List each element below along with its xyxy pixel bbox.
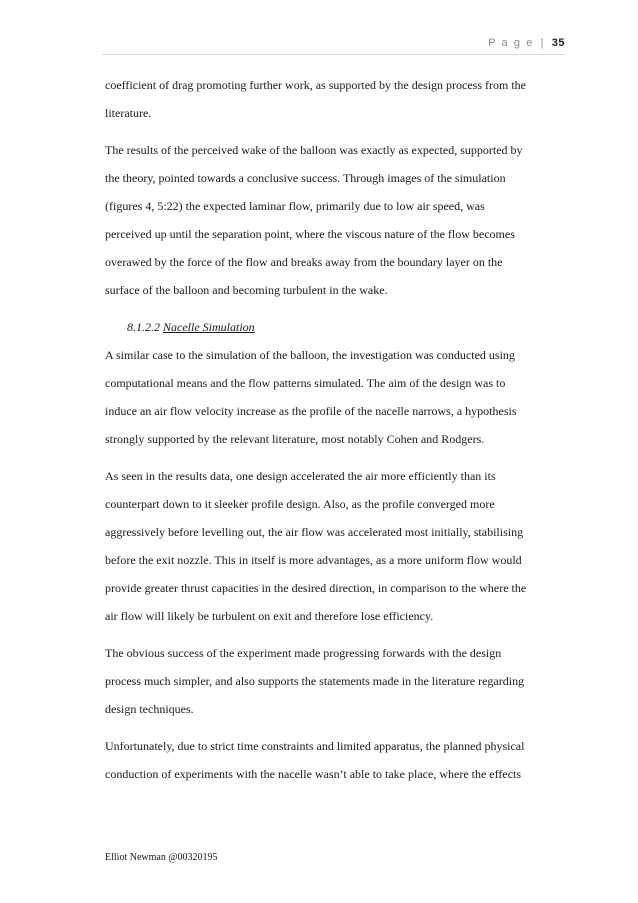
text-line: aggressively before levelling out, the air flow was accelerated most initially, stabilising (105, 525, 524, 539)
text-line: overawed by the force of the flow and breaks away from the boundary layer on the (105, 255, 503, 269)
document-body (105, 71, 567, 788)
paragraph (105, 732, 567, 788)
text-line: A similar case to the simulation of the balloon, the investigation was conducted using (105, 348, 515, 362)
text-line: induce an air flow velocity increase as the profile of the nacelle narrows, a hypothesis (105, 404, 517, 418)
text-line: Unfortunately, due to strict time constraints and limited apparatus, the planned physical (105, 739, 525, 753)
text-line: counterpart down to it sleeker profile design. Also, as the profile converged more (105, 497, 495, 511)
text-line: provide greater thrust capacities in the desired direction, in comparison to the where the (105, 581, 527, 595)
subsection-number: 8.1.2.2 (127, 320, 160, 334)
text-line: The results of the perceived wake of the balloon was exactly as expected, supported by (105, 143, 523, 157)
text-line: surface of the balloon and becoming turbulent in the wake. (105, 283, 388, 297)
text-line: computational means and the flow patterns simulated. The aim of the design was to (105, 376, 506, 390)
text-line: The obvious success of the experiment made progressing forwards with the design (105, 646, 502, 660)
text-line: design techniques. (105, 702, 194, 716)
text-line: conduction of experiments with the nacelle wasn’t able to take place, where the effects (105, 767, 522, 781)
subsection-heading (105, 313, 567, 341)
page-header (102, 36, 565, 55)
text-line: before the exit nozzle. This in itself is more advantages, as a more uniform flow would (105, 553, 522, 567)
text-line: strongly supported by the relevant literature, most notably Cohen and Rodgers. (105, 432, 485, 446)
page-label: P a g e (488, 37, 534, 49)
text-line: As seen in the results data, one design accelerated the air more efficiently than its (105, 469, 496, 483)
footer-author: Elliot Newman @00320195 (105, 852, 218, 863)
page-footer (105, 852, 218, 863)
text-line: literature. (105, 106, 152, 120)
page-number (488, 37, 565, 49)
paragraph (105, 71, 567, 127)
paragraph (105, 639, 567, 723)
text-line: coefficient of drag promoting further work, as supported by the design process from the (105, 78, 526, 92)
text-line: air flow will likely be turbulent on exit and therefore lose efficiency. (105, 609, 434, 623)
page-separator: | (540, 37, 546, 49)
subsection-title: Nacelle Simulation (163, 320, 255, 334)
text-line: the theory, pointed towards a conclusive success. Through images of the simulation (105, 171, 506, 185)
text-line: perceived up until the separation point, where the viscous nature of the flow becomes (105, 227, 515, 241)
text-line: (figures 4, 5:22) the expected laminar flow, primarily due to low air speed, was (105, 199, 485, 213)
text-line: process much simpler, and also supports the statements made in the literature regarding (105, 674, 525, 688)
paragraph (105, 341, 567, 453)
paragraph (105, 462, 567, 630)
page-number-value: 35 (551, 37, 565, 49)
paragraph (105, 136, 567, 304)
